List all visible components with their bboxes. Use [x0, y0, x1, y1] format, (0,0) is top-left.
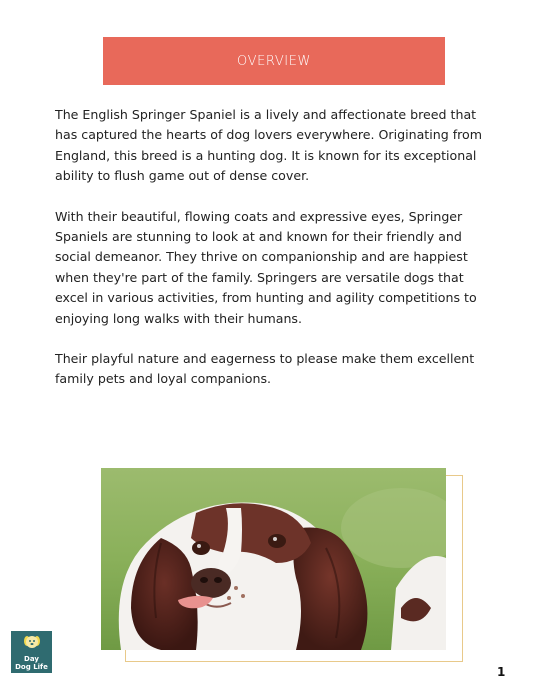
- brand-logo: [11, 631, 52, 673]
- page-number: 1: [497, 665, 506, 679]
- springer-spaniel-photo: [101, 468, 446, 650]
- paragraph-3: Their playful nature and eagerness to please make them excellent family pets and loyal companions.: [55, 351, 475, 387]
- dog-face-icon: [24, 634, 40, 649]
- section-title: OVERVIEW: [236, 53, 312, 69]
- section-banner: [103, 37, 445, 85]
- overview-text: [55, 105, 485, 410]
- paragraph-2: With their beautiful, flowing coats and expressive eyes, Springer Spaniels are stunning to look at and known for their friendly and social demeanor. They thrive on companionship and are happiest when they're part of the family. Springers are versatile dogs that excel in various activities, from hunting and agility competitions to enjoying long walks with their humans.: [55, 208, 477, 326]
- logo-line-1: Day: [24, 655, 39, 663]
- paragraph-1: The English Springer Spaniel is a lively and affectionate breed that has captured the hearts of dog lovers everywhere. Originating from England, this breed is a hunting dog. It is known for its exceptional ability to flush game out of dense cover.: [55, 107, 483, 184]
- logo-line-2: Dog Life: [15, 663, 48, 671]
